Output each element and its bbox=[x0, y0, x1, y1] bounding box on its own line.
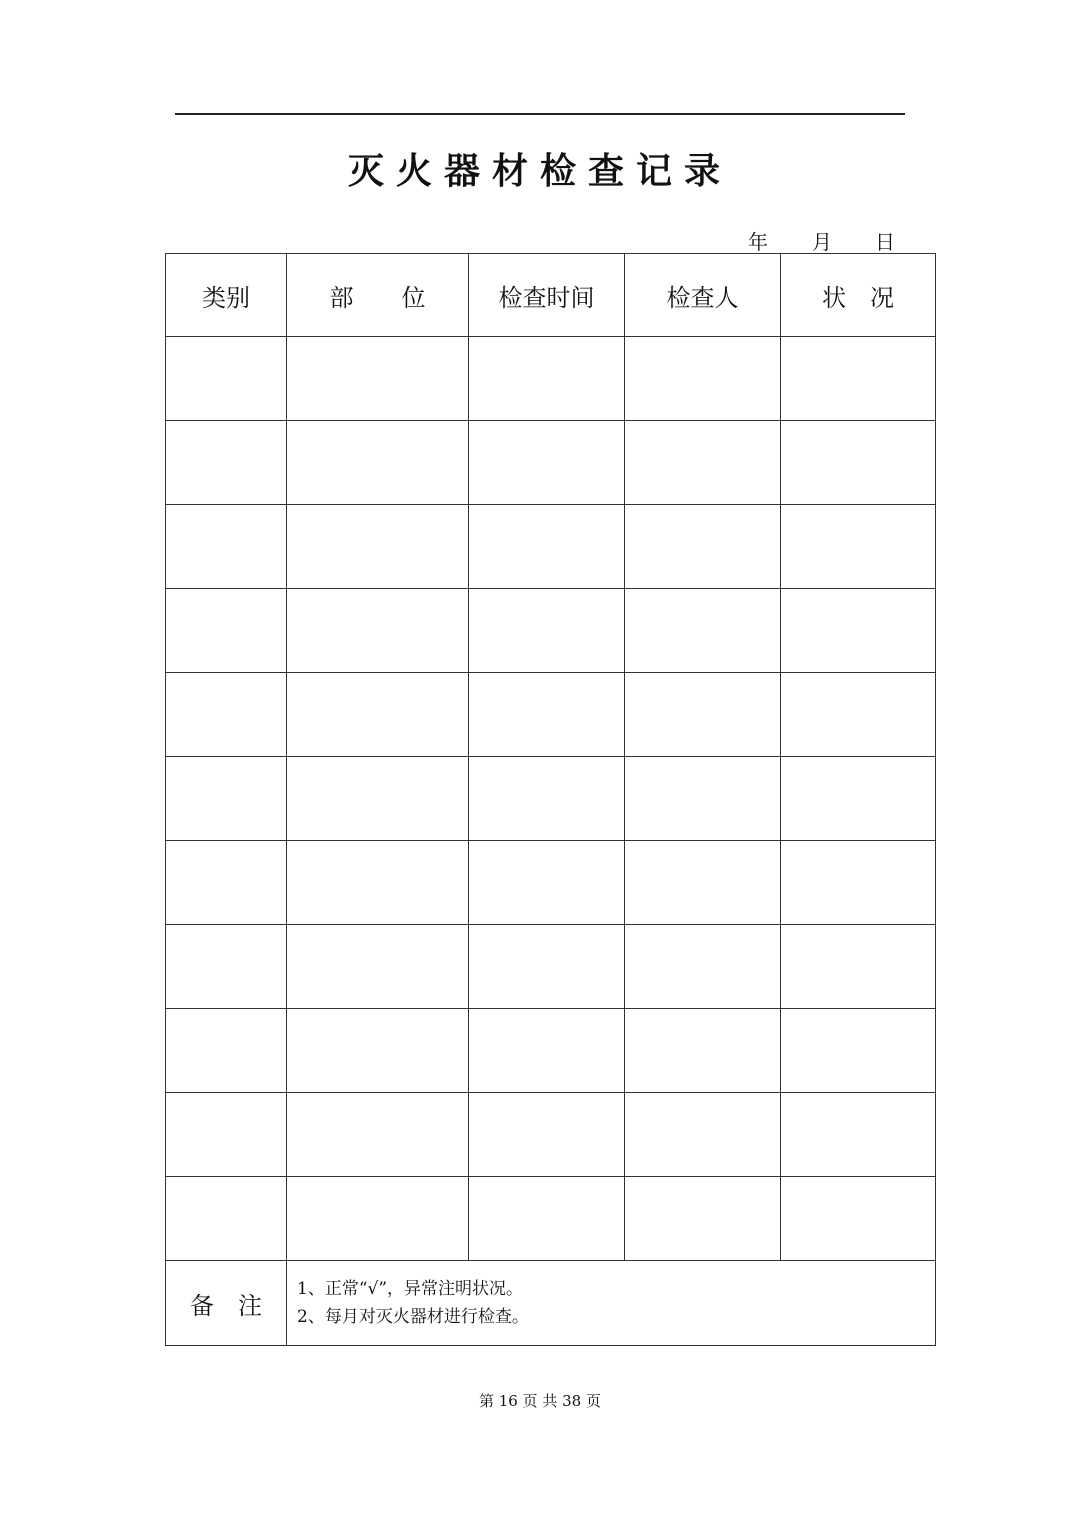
cell-inspection-time[interactable] bbox=[469, 757, 625, 841]
table-row bbox=[166, 841, 936, 925]
date-line bbox=[0, 226, 1080, 254]
remarks-line: 1、正常“√”，异常注明状况。 bbox=[297, 1279, 524, 1299]
cell-location[interactable] bbox=[287, 337, 469, 421]
cell-location[interactable] bbox=[287, 505, 469, 589]
table-header-row bbox=[166, 254, 936, 337]
cell-inspector[interactable] bbox=[625, 1009, 781, 1093]
cell-inspector[interactable] bbox=[625, 841, 781, 925]
header-status: 状 况 bbox=[781, 254, 936, 337]
cell-inspector[interactable] bbox=[625, 505, 781, 589]
date-month-label: 月 bbox=[812, 230, 832, 254]
cell-status[interactable] bbox=[781, 421, 936, 505]
cell-inspection-time[interactable] bbox=[469, 421, 625, 505]
header-rule bbox=[175, 113, 905, 115]
cell-location[interactable] bbox=[287, 1177, 469, 1261]
date-day-label: 日 bbox=[875, 230, 895, 254]
cell-location[interactable] bbox=[287, 1009, 469, 1093]
cell-status[interactable] bbox=[781, 1177, 936, 1261]
cell-category[interactable] bbox=[166, 1177, 287, 1261]
cell-category[interactable] bbox=[166, 1009, 287, 1093]
cell-location[interactable] bbox=[287, 1093, 469, 1177]
cell-status[interactable] bbox=[781, 337, 936, 421]
table-row bbox=[166, 1177, 936, 1261]
remarks-label: 备 注 bbox=[166, 1261, 287, 1346]
cell-category[interactable] bbox=[166, 757, 287, 841]
cell-category[interactable] bbox=[166, 421, 287, 505]
cell-inspector[interactable] bbox=[625, 925, 781, 1009]
cell-inspection-time[interactable] bbox=[469, 925, 625, 1009]
header-inspection-time: 检查时间 bbox=[469, 254, 625, 337]
table-row bbox=[166, 673, 936, 757]
cell-category[interactable] bbox=[166, 589, 287, 673]
table-row bbox=[166, 421, 936, 505]
cell-category[interactable] bbox=[166, 1093, 287, 1177]
cell-status[interactable] bbox=[781, 925, 936, 1009]
table-row bbox=[166, 1009, 936, 1093]
table-row bbox=[166, 589, 936, 673]
table-row bbox=[166, 337, 936, 421]
header-inspector: 检查人 bbox=[625, 254, 781, 337]
table-row bbox=[166, 1093, 936, 1177]
cell-inspection-time[interactable] bbox=[469, 1177, 625, 1261]
cell-category[interactable] bbox=[166, 505, 287, 589]
table-body bbox=[166, 337, 936, 1346]
table-row bbox=[166, 757, 936, 841]
cell-inspection-time[interactable] bbox=[469, 673, 625, 757]
cell-inspection-time[interactable] bbox=[469, 505, 625, 589]
cell-category[interactable] bbox=[166, 337, 287, 421]
cell-status[interactable] bbox=[781, 1093, 936, 1177]
remarks-content bbox=[287, 1261, 936, 1346]
cell-inspector[interactable] bbox=[625, 673, 781, 757]
cell-category[interactable] bbox=[166, 925, 287, 1009]
cell-location[interactable] bbox=[287, 841, 469, 925]
cell-status[interactable] bbox=[781, 1009, 936, 1093]
cell-location[interactable] bbox=[287, 757, 469, 841]
cell-status[interactable] bbox=[781, 505, 936, 589]
cell-status[interactable] bbox=[781, 673, 936, 757]
cell-inspector[interactable] bbox=[625, 1177, 781, 1261]
header-category: 类别 bbox=[166, 254, 287, 337]
cell-location[interactable] bbox=[287, 925, 469, 1009]
cell-inspector[interactable] bbox=[625, 589, 781, 673]
cell-category[interactable] bbox=[166, 673, 287, 757]
cell-inspection-time[interactable] bbox=[469, 841, 625, 925]
document-title: 灭火器材检查记录 bbox=[347, 151, 732, 192]
cell-inspector[interactable] bbox=[625, 421, 781, 505]
cell-inspector[interactable] bbox=[625, 1093, 781, 1177]
cell-location[interactable] bbox=[287, 673, 469, 757]
page-footer: 第 16 页 共 38 页 bbox=[478, 1392, 601, 1410]
cell-inspection-time[interactable] bbox=[469, 1009, 625, 1093]
header-location: 部 位 bbox=[287, 254, 469, 337]
cell-location[interactable] bbox=[287, 589, 469, 673]
inspection-record-table bbox=[165, 253, 936, 1346]
cell-inspection-time[interactable] bbox=[469, 1093, 625, 1177]
cell-inspector[interactable] bbox=[625, 337, 781, 421]
cell-inspection-time[interactable] bbox=[469, 337, 625, 421]
cell-status[interactable] bbox=[781, 757, 936, 841]
remarks-row bbox=[166, 1261, 936, 1346]
cell-inspector[interactable] bbox=[625, 757, 781, 841]
cell-location[interactable] bbox=[287, 421, 469, 505]
cell-inspection-time[interactable] bbox=[469, 589, 625, 673]
table-row bbox=[166, 505, 936, 589]
cell-status[interactable] bbox=[781, 589, 936, 673]
cell-category[interactable] bbox=[166, 841, 287, 925]
remarks-line: 2、每月对灭火器材进行检查。 bbox=[297, 1307, 529, 1327]
date-year-label: 年 bbox=[748, 230, 768, 254]
cell-status[interactable] bbox=[781, 841, 936, 925]
table-row bbox=[166, 925, 936, 1009]
